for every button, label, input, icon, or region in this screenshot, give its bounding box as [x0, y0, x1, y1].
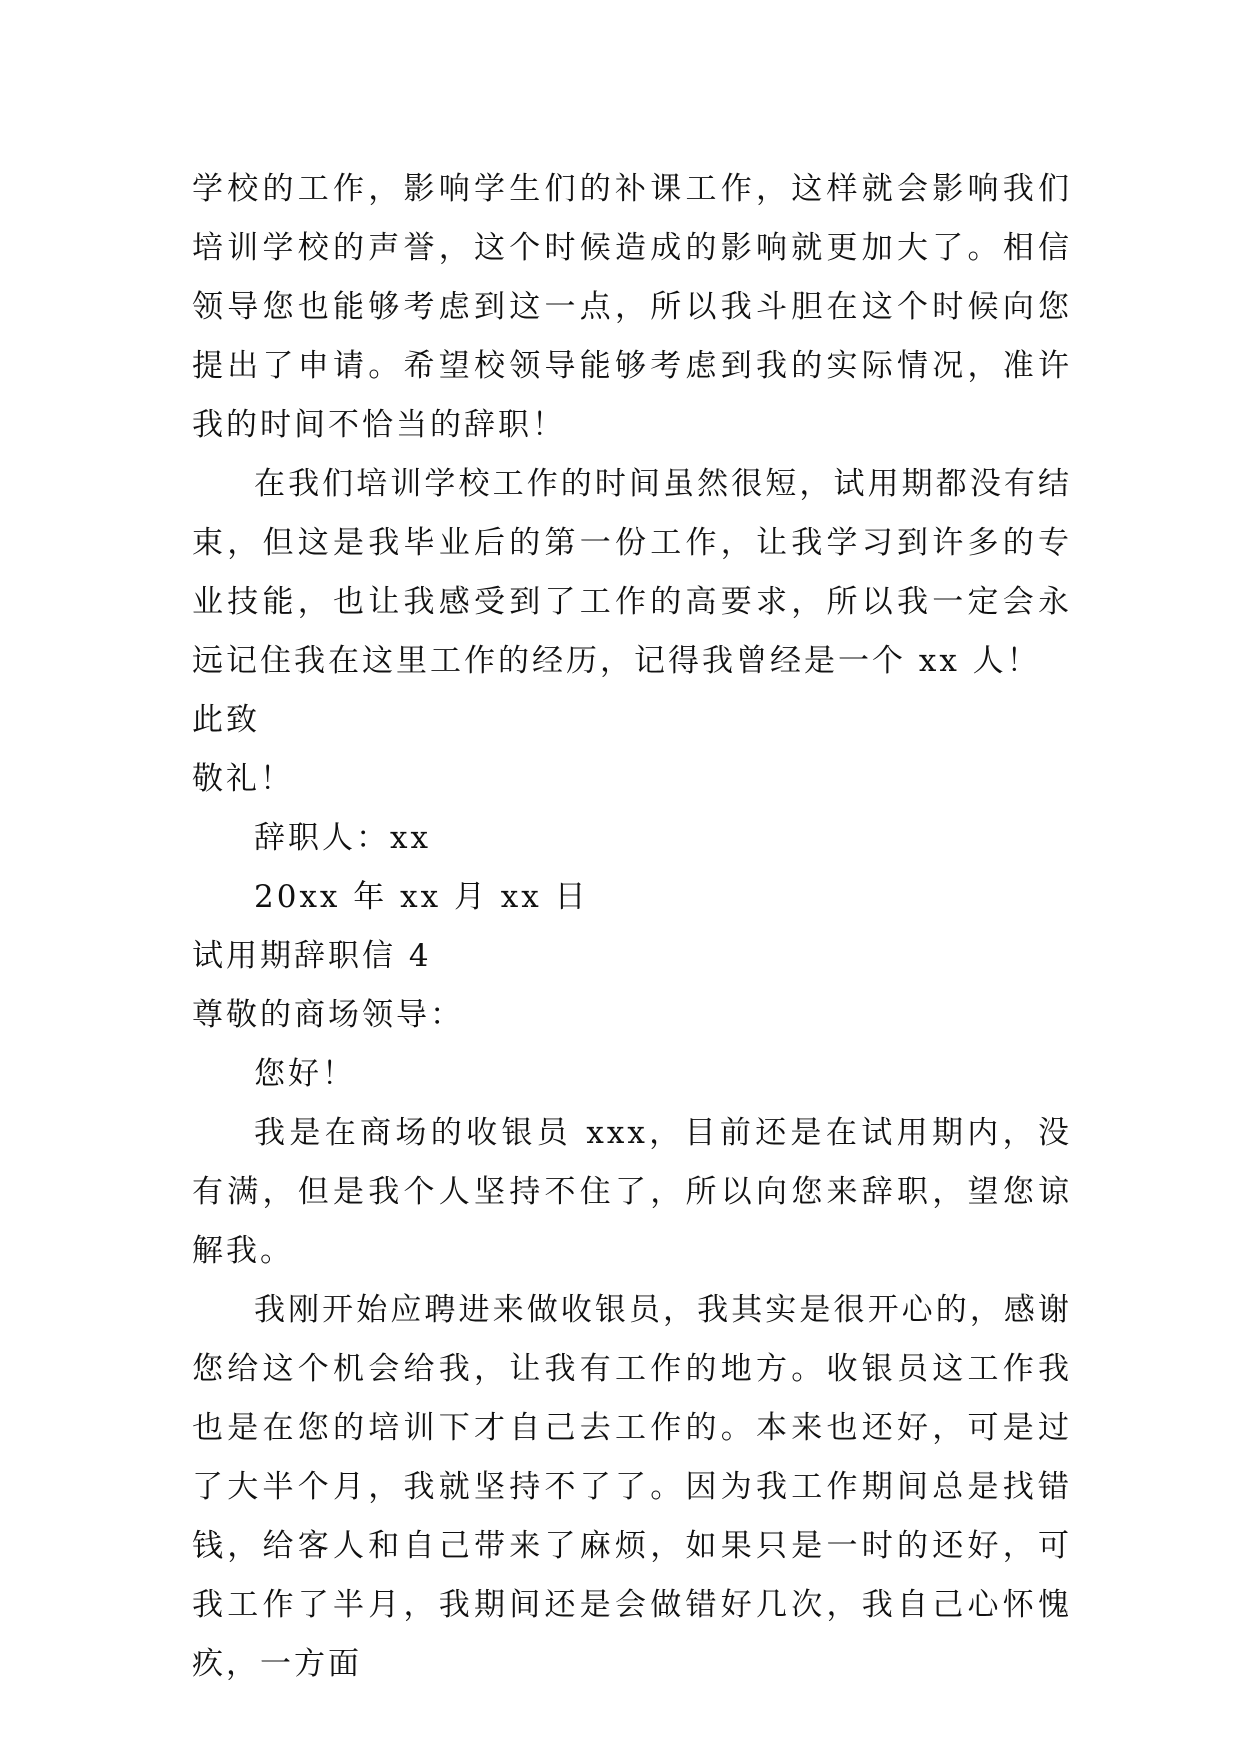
letter-recipient: 尊敬的商场领导：: [192, 997, 464, 1033]
signature-resigner: 辞职人：xx: [254, 820, 431, 856]
paragraph-cashier-intro: 我是在商场的收银员 xxx，目前还是在试用期内，没有满，但是我个人坚持不住了，所以向您来辞职，望您谅解我。: [192, 1115, 1072, 1269]
paragraph-cashier-reason: 我刚开始应聘进来做收银员，我其实是很开心的，感谢您给这个机会给我，让我有工作的地方。收银员这工作我也是在您的培训下才自己去工作的。本来也还好，可是过了大半个月，我就坚持不了了。因为我工作期间总是找错钱，给客人和自己带来了麻烦，如果只是一时的还好，可我工作了半月，我期间还是会做错好几次，我自己心怀愧疚，一方面: [192, 1292, 1072, 1682]
document-body: [192, 160, 1072, 1694]
letter-greeting: 您好！: [254, 1056, 356, 1092]
closing-salutation: 此致: [192, 702, 260, 738]
paragraph-previous-continuation: 学校的工作，影响学生们的补课工作，这样就会影响我们培训学校的声誉，这个时候造成的影响就更加大了。相信领导您也能够考虑到这一点，所以我斗胆在这个时候向您提出了申请。希望校领导能够考虑到我的实际情况，准许我的时间不恰当的辞职！: [192, 171, 1072, 443]
section-title: 试用期辞职信 4: [192, 938, 432, 974]
signature-date: 20xx 年 xx 月 xx 日: [254, 879, 589, 915]
paragraph-training-school-experience: 在我们培训学校工作的时间虽然很短，试用期都没有结束，但这是我毕业后的第一份工作，让我学习到许多的专业技能，也让我感受到了工作的高要求，所以我一定会永远记住我在这里工作的经历，记得我曾经是一个 xx 人！: [192, 466, 1072, 679]
closing-regards: 敬礼！: [192, 761, 294, 797]
